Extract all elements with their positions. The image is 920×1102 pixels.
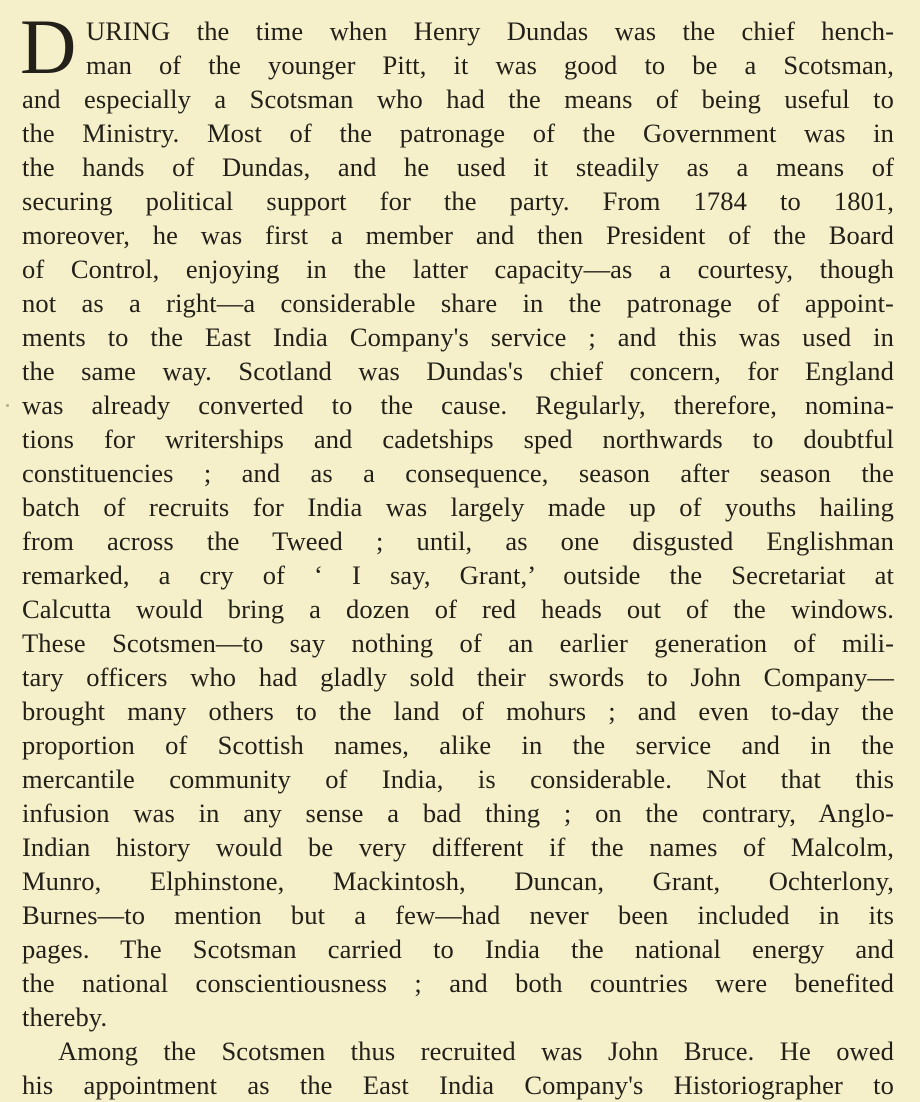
paper-speck <box>6 404 9 407</box>
text-line: brought many others to the land of mohurs ; and even to-day the <box>22 696 894 726</box>
text-line: proportion of Scottish names, alike in the service and in the <box>22 730 894 760</box>
text-line: tions for writerships and cadetships sped northwards to doubtful <box>22 424 894 454</box>
text-line: and especially a Scotsman who had the means of being useful to <box>22 84 894 114</box>
text-line: Calcutta would bring a dozen of red heads out of the windows. <box>22 594 894 624</box>
text-line: batch of recruits for India was largely made up of youths hailing <box>22 492 894 522</box>
text-line: Munro, Elphinstone, Mackintosh, Duncan, Grant, Ochterlony, <box>22 866 894 896</box>
text-line: the hands of Dundas, and he used it steadily as a means of <box>22 152 894 182</box>
text-line: These Scotsmen—to say nothing of an earlier generation of mili- <box>22 628 894 658</box>
text-line: from across the Tweed ; until, as one disgusted Englishman <box>22 526 894 556</box>
text-line: constituencies ; and as a consequence, season after season the <box>22 458 894 488</box>
text-line: thereby. <box>22 1002 108 1032</box>
text-line: ments to the East India Company's service ; and this was used in <box>22 322 894 352</box>
text-line: his appointment as the East India Company's Historiographer to <box>22 1070 894 1100</box>
text-line: infusion was in any sense a bad thing ; on the contrary, Anglo- <box>22 798 894 828</box>
text-line: moreover, he was first a member and then President of the Board <box>22 220 894 250</box>
text-line: the national conscientiousness ; and both countries were benefited <box>22 968 894 998</box>
text-line: Indian history would be very different if the names of Malcolm, <box>22 832 894 862</box>
text-line: Burnes—to mention but a few—had never been included in its <box>22 900 894 930</box>
text-line: remarked, a cry of ‘ I say, Grant,’ outside the Secretariat at <box>22 560 894 590</box>
text-line: the same way. Scotland was Dundas's chief concern, for England <box>22 356 894 386</box>
text-line: pages. The Scotsman carried to India the national energy and <box>22 934 894 964</box>
text-line: not as a right—a considerable share in the patronage of appoint- <box>22 288 894 318</box>
drop-cap: D <box>20 3 77 90</box>
text-line: of Control, enjoying in the latter capacity—as a courtesy, though <box>22 254 894 284</box>
text-line: man of the younger Pitt, it was good to be a Scotsman, <box>86 50 894 80</box>
text-line: Among the Scotsmen thus recruited was John Bruce. He owed <box>58 1036 894 1066</box>
text-line: tary officers who had gladly sold their swords to John Company— <box>22 662 894 692</box>
text-line: URING the time when Henry Dundas was the chief hench- <box>86 16 894 46</box>
text-line: was already converted to the cause. Regularly, therefore, nomina- <box>22 390 894 420</box>
text-line: the Ministry. Most of the patronage of the Government was in <box>22 118 894 148</box>
text-line: securing political support for the party. From 1784 to 1801, <box>22 186 894 216</box>
text-line: mercantile community of India, is considerable. Not that this <box>22 764 894 794</box>
